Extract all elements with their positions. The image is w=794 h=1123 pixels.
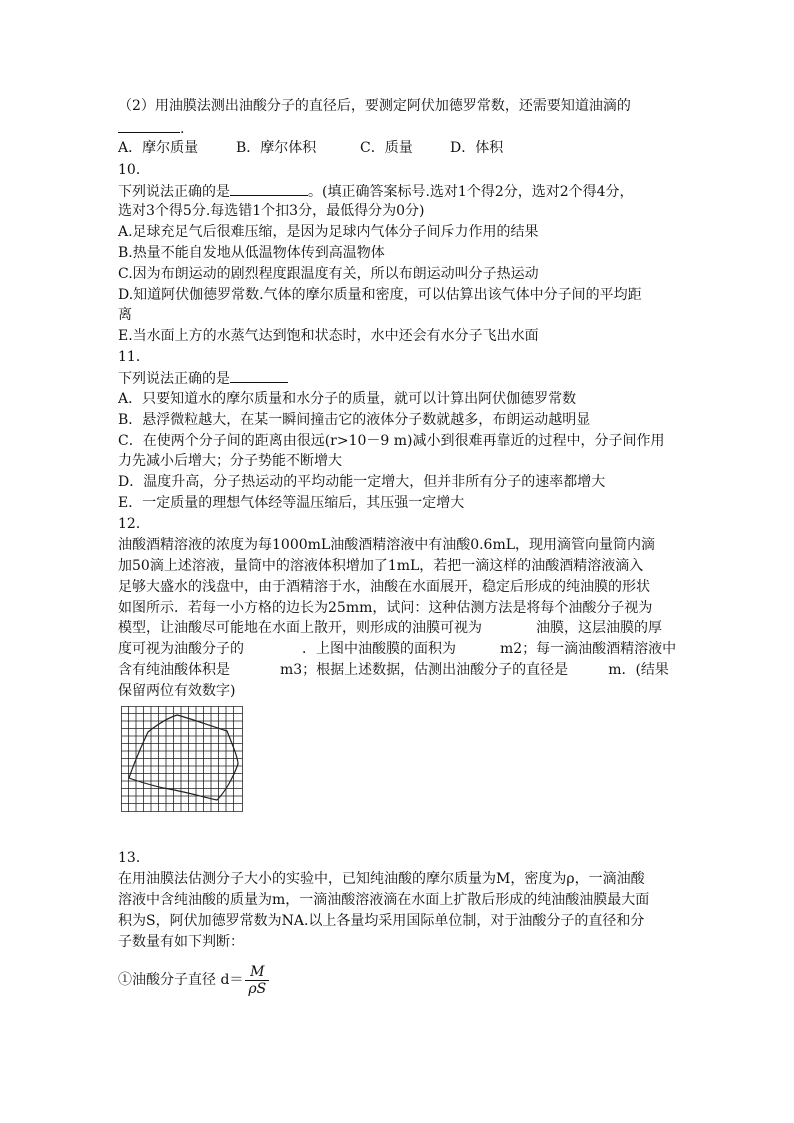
q11-option-d: D．温度升高，分子热运动的平均动能一定增大，但并非所有分子的速率都增大 [118,474,606,490]
q11-option-b: B．悬浮微粒越大，在某一瞬间撞击它的液体分子数就越多，布朗运动越明显 [118,412,591,428]
answer-blank [118,118,180,133]
q13-line-1: 在用油膜法估测分子大小的实验中，已知纯油酸的摩尔质量为M，密度为ρ，一滴油酸 [118,871,645,887]
answer-blank [230,181,308,196]
oil-film-outline [129,715,238,800]
q9-option-d: D．体积 [450,140,504,156]
q13-line-4: 子数量有如下判断： [118,934,244,950]
q13-line-3: 积为S，阿伏加德罗常数为NA.以上各量均采用国际单位制，对于油酸分子的直径和分 [118,913,645,929]
q12-number: 12． [118,516,150,532]
q10-option-d: D.知道阿伏伽德罗常数.气体的摩尔质量和密度，可以估算出该气体中分子间的平均距 [118,287,642,303]
q9-option-a: A．摩尔质量 [118,140,199,156]
q12-line-6: 度可视为油酸分子的 ．上图中油酸膜的面积为 m2；每一滴油酸酒精溶液中 [118,641,677,657]
q13-item-1: ①油酸分子直径 d＝ $\frac{M}{\rho S}$ [118,958,269,1002]
q11-number: 11． [118,349,150,365]
q11-stem: 下列说法正确的是 [118,368,288,389]
q9-option-c: C．质量 [360,140,413,156]
q12-line-8: 保留两位有效数字) [118,683,236,699]
diameter-fraction: $\frac{M}{\rho S}$ [245,964,269,997]
q10-number: 10． [118,162,150,178]
q12-line-4: 如图所示．若每一小方格的边长为25mm，试问：这种估测方法是将每个油酸分子视为 [118,600,653,616]
q12-line-2: 加50滴上述溶液，量筒中的溶液体积增加了1mL，若把一滴这样的油酸酒精溶液滴入 [118,558,644,574]
q11-option-e: E．一定质量的理想气体经等温压缩后，其压强一定增大 [118,495,465,511]
q12-line-5: 模型，让油酸尽可能地在水面上散开，则形成的油膜可视为 油膜，这层油膜的厚 [118,620,662,636]
q10-stem-cont: 选对3个得5分.每选错1个扣3分，最低得分为0分) [118,203,425,219]
q9-options [118,138,503,158]
q10-option-e: E.当水面上方的水蒸气达到饱和状态时，水中还会有水分子飞出水面 [118,328,539,344]
q9-option-b: B．摩尔体积 [236,140,317,156]
q10-option-b: B.热量不能自发地从低温物体传到高温物体 [118,245,385,261]
oil-film-grid-figure [121,706,243,816]
q12-line-1: 油酸酒精溶液的浓度为每1000mL油酸酒精溶液中有油酸0.6mL，现用滴管向量筒内滴 [118,537,656,553]
q9-answer-line: . [118,118,184,139]
oil-film-grid [121,706,243,812]
q10-option-d-cont: 离 [118,307,132,323]
q11-option-c: C．在使两个分子间的距离由很远(r>10－9 m)减小到很难再靠近的过程中，分子间作用 [118,433,665,449]
q10-option-c: C.因为布朗运动的剧烈程度跟温度有关，所以布朗运动叫分子热运动 [118,266,539,282]
q12-line-3: 足够大盛水的浅盘中，由于酒精溶于水，油酸在水面展开，稳定后形成的纯油膜的形状 [118,579,650,595]
q11-option-c-cont: 力先减小后增大；分子势能不断增大 [118,453,342,469]
q13-number: 13． [118,850,150,866]
q10-option-a: A.足球充足气后很难压缩，是因为足球内气体分子间斥力作用的结果 [118,224,539,240]
q13-line-2: 溶液中含纯油酸的质量为m，一滴油酸溶液滴在水面上扩散后形成的纯油酸油膜最大面 [118,892,650,908]
q10-stem: 下列说法正确的是 。(填正确答案标号.选对1个得2分，选对2个得4分， [118,181,634,202]
q11-option-a: A．只要知道水的摩尔质量和水分子的质量，就可以计算出阿伏伽德罗常数 [118,391,577,407]
answer-blank [230,368,288,383]
q9-part2-text: （2）用油膜法测出油酸分子的直径后，要测定阿伏加德罗常数，还需要知道油滴的 [118,98,631,114]
q12-line-7: 含有纯油酸体积是 m3；根据上述数据，估测出油酸分子的直径是 m．(结果 [118,662,669,678]
